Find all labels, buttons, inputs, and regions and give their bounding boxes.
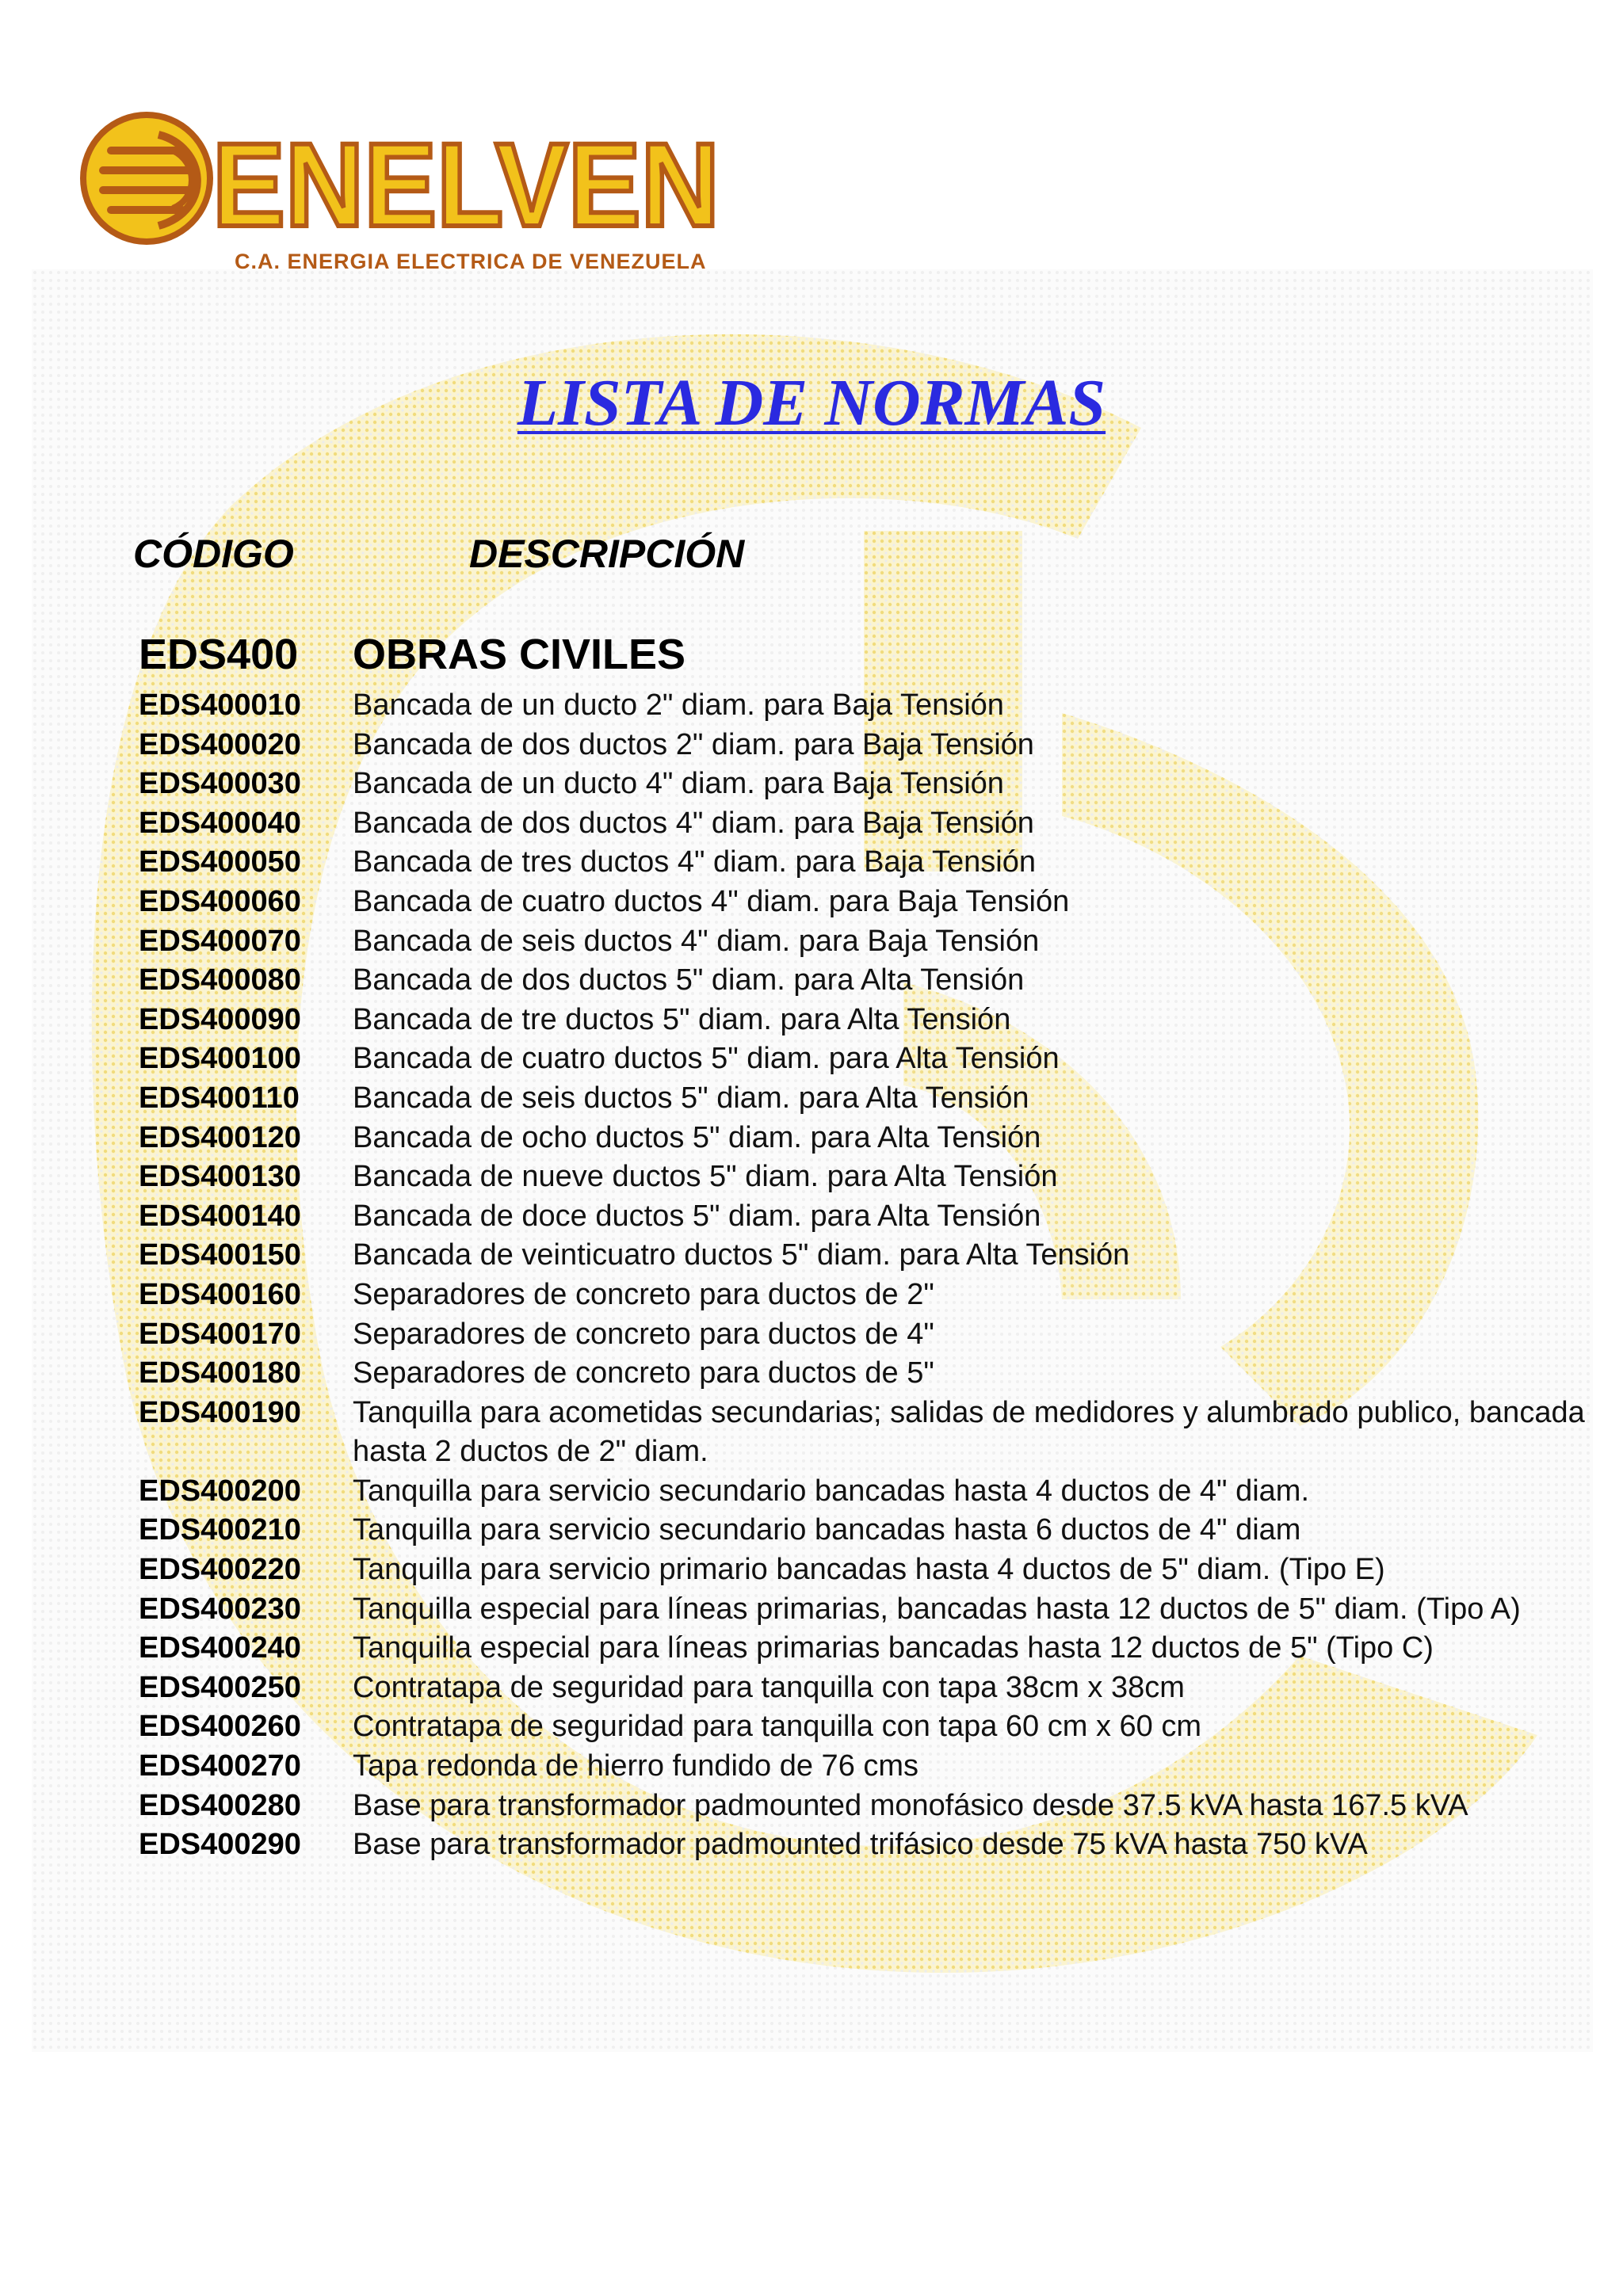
norm-row (139, 765, 1605, 804)
section-title: OBRAS CIVILES (353, 631, 686, 678)
norm-row (139, 922, 1605, 962)
norm-description: Bancada de un ducto 2" diam. para Baja Tensión (353, 688, 1004, 722)
page-title: LISTA DE NORMAS (517, 366, 1106, 440)
norm-description: Tanquilla para acometidas secundarias; salidas de medidores y alumbrado publico, bancada hasta 2 ductos de 2" diam. (353, 1395, 1585, 1469)
norm-description: Tapa redonda de hierro fundido de 76 cms (353, 1749, 919, 1783)
norm-row (139, 1669, 1605, 1708)
norm-row (139, 1472, 1605, 1512)
norm-code: EDS400170 (139, 1317, 301, 1351)
norm-code: EDS400110 (139, 1081, 300, 1115)
norm-description: Contratapa de seguridad para tanquilla con tapa 60 cm x 60 cm (353, 1710, 1201, 1744)
norm-code: EDS400060 (139, 884, 301, 918)
norm-description: Base para transformador padmounted monofásico desde 37.5 kVA hasta 167.5 kVA (353, 1788, 1468, 1822)
norm-description: Tanquilla especial para líneas primarias, bancadas hasta 12 ductos de 5" diam. (Tipo A) (353, 1592, 1521, 1626)
norm-code: EDS400290 (139, 1828, 301, 1862)
norm-code: EDS400010 (139, 688, 301, 722)
norm-description: Base para transformador padmounted trifásico desde 75 kVA hasta 750 kVA (353, 1828, 1368, 1862)
norm-description: Separadores de concreto para ductos de 5" (353, 1356, 934, 1390)
norm-code: EDS400050 (139, 845, 301, 879)
norm-row (139, 804, 1605, 844)
norm-row (139, 1747, 1605, 1787)
norm-code: EDS400090 (139, 1002, 301, 1036)
norm-row (139, 1550, 1605, 1590)
norm-row (139, 1158, 1605, 1197)
norm-code: EDS400250 (139, 1670, 301, 1704)
norm-description: Bancada de cuatro ductos 4" diam. para Baja Tensión (353, 884, 1070, 918)
code-column-header: CÓDIGO (133, 532, 294, 576)
section-code: EDS400 (139, 631, 299, 678)
norm-code: EDS400220 (139, 1553, 301, 1587)
norm-code: EDS400230 (139, 1592, 301, 1626)
norm-row (139, 1354, 1605, 1394)
norm-code: EDS400030 (139, 767, 301, 801)
norm-row (139, 1707, 1605, 1747)
norm-row (139, 1394, 1605, 1472)
norm-row (139, 883, 1605, 922)
norm-description: Bancada de seis ductos 5" diam. para Alta Tensión (353, 1081, 1029, 1115)
norm-row (139, 961, 1605, 1001)
norm-description: Bancada de seis ductos 4" diam. para Baja Tensión (353, 924, 1040, 958)
norm-code: EDS400070 (139, 924, 301, 958)
norm-code: EDS400150 (139, 1238, 301, 1272)
norm-code: EDS400140 (139, 1199, 301, 1233)
norm-code: EDS400040 (139, 806, 301, 840)
norm-description: Bancada de dos ductos 2" diam. para Baja Tensión (353, 727, 1034, 761)
norm-row (139, 1039, 1605, 1079)
norm-row (139, 1001, 1605, 1040)
norm-row (139, 1119, 1605, 1158)
norm-row (139, 1315, 1605, 1355)
norm-description: Bancada de doce ductos 5" diam. para Alta Tensión (353, 1199, 1041, 1233)
norm-code: EDS400270 (139, 1749, 301, 1783)
norm-description: Bancada de veinticuatro ductos 5" diam. para Alta Tensión (353, 1238, 1130, 1272)
norm-code: EDS400190 (139, 1395, 301, 1429)
column-headers (0, 531, 1623, 586)
norm-row (139, 1236, 1605, 1276)
norm-row (139, 1787, 1605, 1826)
norm-description: Separadores de concreto para ductos de 2" (353, 1277, 934, 1311)
norm-code: EDS400130 (139, 1160, 301, 1194)
norm-row (139, 1276, 1605, 1315)
norm-code: EDS400100 (139, 1042, 301, 1076)
norm-row (139, 1079, 1605, 1119)
company-name: C.A. ENERGIA ELECTRICA DE VENEZUELA (235, 250, 707, 273)
norm-description: Bancada de dos ductos 5" diam. para Alta Tensión (353, 963, 1025, 997)
norm-description: Bancada de un ducto 4" diam. para Baja Tensión (353, 767, 1004, 801)
norm-code: EDS400120 (139, 1120, 301, 1154)
norm-row (139, 1590, 1605, 1630)
norm-row (139, 726, 1605, 765)
norm-description: Bancada de tre ductos 5" diam. para Alta Tensión (353, 1002, 1011, 1036)
norm-description: Tanquilla para servicio secundario bancadas hasta 4 ductos de 4" diam. (353, 1474, 1310, 1508)
norm-row (139, 1197, 1605, 1237)
norm-code: EDS400020 (139, 727, 301, 761)
enelven-logo (79, 107, 729, 250)
norm-code: EDS400280 (139, 1788, 301, 1822)
description-column-header: DESCRIPCIÓN (469, 532, 745, 576)
norm-description: Tanquilla para servicio primario bancadas hasta 4 ductos de 5" diam. (Tipo E) (353, 1553, 1385, 1587)
norm-description: Contratapa de seguridad para tanquilla con tapa 38cm x 38cm (353, 1670, 1185, 1704)
norm-description: Bancada de nueve ductos 5" diam. para Alta Tensión (353, 1160, 1058, 1194)
norm-row (139, 1629, 1605, 1669)
norms-list (139, 686, 1605, 1865)
norm-row (139, 686, 1605, 726)
norm-row (139, 1825, 1605, 1865)
norm-code: EDS400200 (139, 1474, 301, 1508)
norm-code: EDS400240 (139, 1631, 301, 1665)
norm-code: EDS400080 (139, 963, 301, 997)
norm-row (139, 843, 1605, 883)
norm-code: EDS400180 (139, 1356, 301, 1390)
norm-description: Bancada de tres ductos 4" diam. para Baja Tensión (353, 845, 1036, 879)
norm-description: Tanquilla especial para líneas primarias bancadas hasta 12 ductos de 5" (Tipo C) (353, 1631, 1434, 1665)
section-header (0, 630, 1623, 685)
norm-description: Separadores de concreto para ductos de 4" (353, 1317, 934, 1351)
norm-description: Bancada de ocho ductos 5" diam. para Alta Tensión (353, 1120, 1041, 1154)
norm-description: Bancada de cuatro ductos 5" diam. para Alta Tensión (353, 1042, 1060, 1076)
norm-description: Tanquilla para servicio secundario bancadas hasta 6 ductos de 4" diam (353, 1513, 1301, 1547)
norm-code: EDS400160 (139, 1277, 301, 1311)
norm-code: EDS400210 (139, 1513, 301, 1547)
norm-description: Bancada de dos ductos 4" diam. para Baja Tensión (353, 806, 1034, 840)
norm-row (139, 1511, 1605, 1550)
norm-code: EDS400260 (139, 1710, 301, 1744)
logo-wordmark: ENELVEN (212, 118, 720, 250)
company-header (79, 107, 729, 277)
